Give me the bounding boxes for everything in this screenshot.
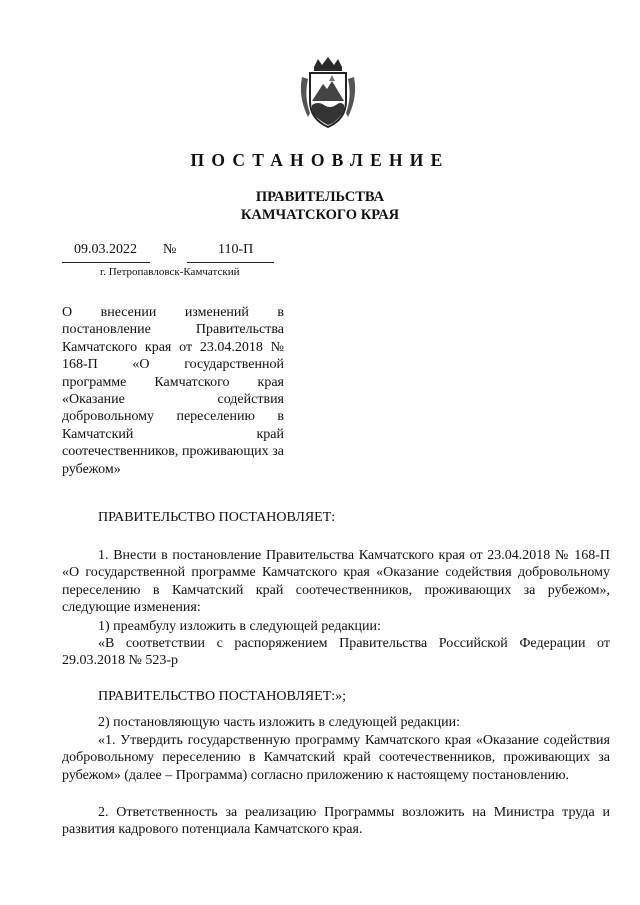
paragraph-item-1: 1. Внести в постановление Правительства Камчатского края от 23.04.2018 № 168-П «О государственной программе Камчатского края «Оказание содействия добровольному переселению в Камчатский край соотечественников, проживающих за рубежом», следующие изменения: <box>62 548 610 616</box>
date-underline <box>62 262 150 263</box>
number-underline <box>187 262 274 263</box>
paragraph-preamble-text: «В соответствии с распоряжением Правительства Российской Федерации от 29.03.2018 № 523-р <box>62 636 610 669</box>
coat-of-arms-emblem <box>296 57 360 131</box>
issuer-line-2: КАМЧАТСКОГО КРАЯ <box>240 207 400 223</box>
document-title: ПОСТАНОВЛЕНИЕ <box>190 150 450 170</box>
resolves-heading: ПРАВИТЕЛЬСТВО ПОСТАНОВЛЯЕТ: <box>98 510 336 525</box>
resolves-quote: ПРАВИТЕЛЬСТВО ПОСТАНОВЛЯЕТ:»; <box>98 689 347 704</box>
document-subject: О внесении изменений в постановление Правительства Камчатского края от 23.04.2018 № 168-П «О государственной программе Камчатского края «Оказание содействия добровольному переселению в Камчатский край соотечественников, проживающих за рубежом» <box>62 305 284 477</box>
document-date: 09.03.2022 <box>74 242 137 257</box>
issuer-line-1: ПРАВИТЕЛЬСТВА <box>255 189 385 205</box>
paragraph-item-2: 2. Ответственность за реализацию Программы возложить на Министра труда и развития кадрового потенциала Камчатского края. <box>62 805 610 838</box>
city: г. Петропавловск-Камчатский <box>100 266 240 278</box>
paragraph-item-1-1: 1) преамбулу изложить в следующей редакции: <box>98 619 381 634</box>
paragraph-operative-text: «1. Утвердить государственную программу Камчатского края «Оказание содействия добровольному переселению в Камчатский край соотечественников, проживающих за рубежом» (далее – Программа) согласно приложению к настоящему постановлению. <box>62 733 610 783</box>
number-sign: № <box>163 242 177 257</box>
document-number: 110-П <box>218 242 254 257</box>
paragraph-item-1-2: 2) постановляющую часть изложить в следующей редакции: <box>98 715 461 730</box>
